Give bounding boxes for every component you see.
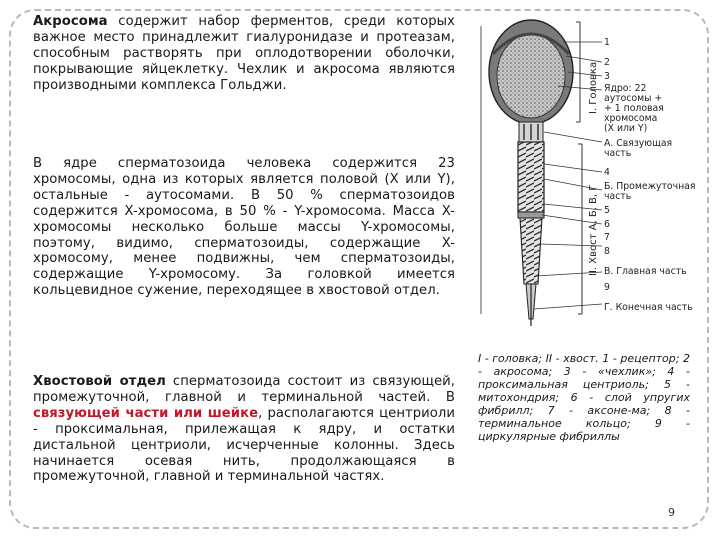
label-nucleus-4: хромосома xyxy=(604,113,658,124)
label-7: 7 xyxy=(604,232,610,243)
figure-caption: I - головка; II - хвост. 1 - рецептор; 2 - акросома; 3 - «чехлик»; 4 - проксимальная центриоль; 5 - митохондрия; 6 - слой упругих фибрилл; 7 - аксоне-ма; 8 - терминальное кольцо; 9 - циркулярные фибриллы xyxy=(478,352,690,443)
tail-paragraph xyxy=(33,374,455,485)
label-middle-part-2: часть xyxy=(604,191,632,202)
label-9: 9 xyxy=(604,282,610,293)
label-nucleus-2: аутосомы + xyxy=(604,93,663,104)
acrosome-text: содержит набор ферментов, среди которых важное место принадлежит гиалуронидазе и протеазам, способным растворять при оплодотворении оболочки, покрывающие яйцеклетку. Чехлик и акросома являются производными комплекса Гольджи. xyxy=(33,14,455,93)
label-middle-part: Б. Промежуточная xyxy=(604,181,696,192)
label-4: 4 xyxy=(604,167,610,178)
tail-text-2: , располагаются центриоли - проксимальная, прилежащая к ядру, и остатки дистальной центриоли, исчерченные колонны. Здесь начинается осевая нить, продолжающаяся в промежуточной, главной и терминальной частях. xyxy=(33,405,456,485)
midpiece xyxy=(518,142,544,212)
annulus xyxy=(518,212,544,218)
head-section-label: I. Головка xyxy=(588,61,599,114)
label-5: 5 xyxy=(604,205,610,216)
nucleus-paragraph: В ядре сперматозоида человека содержится 23 хромосомы, одна из которых является половой (X или Y), остальные - аутосомами. В 50 % сперматозоидов содержится X-хромосома, в 50 % - Y-хромосома. Масса X-хромосомы несколько больше массы Y-хромосомы, поэтому, видимо, сперматозоиды, содержащие X-хромосому, менее подвижны, чем сперматозоиды, содержащие Y-хромосому. За головкой имеется кольцевидное сужение, переходящее в хвостовой отдел. xyxy=(33,156,455,299)
label-8: 8 xyxy=(604,246,610,257)
sperm-diagram-svg xyxy=(478,14,700,334)
label-6: 6 xyxy=(604,219,610,230)
label-end-part: Г. Конечная часть xyxy=(604,302,693,313)
label-2: 2 xyxy=(604,57,610,68)
nucleus-shape xyxy=(497,34,565,118)
sperm-diagram xyxy=(478,14,700,334)
principal-piece xyxy=(520,218,542,284)
label-1: 1 xyxy=(604,37,610,48)
label-nucleus-3: + 1 половая xyxy=(604,103,664,114)
label-connecting-part-2: часть xyxy=(604,148,632,159)
tail-term: Хвостовой отдел xyxy=(33,374,166,389)
tail-text-1: сперматозоида состоит из связующей, промежуточной, главной и терминальной частей. В xyxy=(33,374,455,405)
label-nucleus-1: Ядро: 22 xyxy=(604,83,647,94)
acrosome-term: Акросома xyxy=(33,14,108,29)
neck-highlight: связующей части или шейке xyxy=(33,405,259,421)
label-nucleus-5: (X или Y) xyxy=(604,123,648,134)
tail-section-label: II. Хвост А, Б, В, Г xyxy=(588,184,599,276)
acrosome-paragraph xyxy=(33,14,455,94)
label-connecting-part: А. Связующая xyxy=(604,138,673,149)
label-3: 3 xyxy=(604,71,610,82)
label-main-part: В. Главная часть xyxy=(604,266,687,277)
page-number: 9 xyxy=(668,506,675,519)
